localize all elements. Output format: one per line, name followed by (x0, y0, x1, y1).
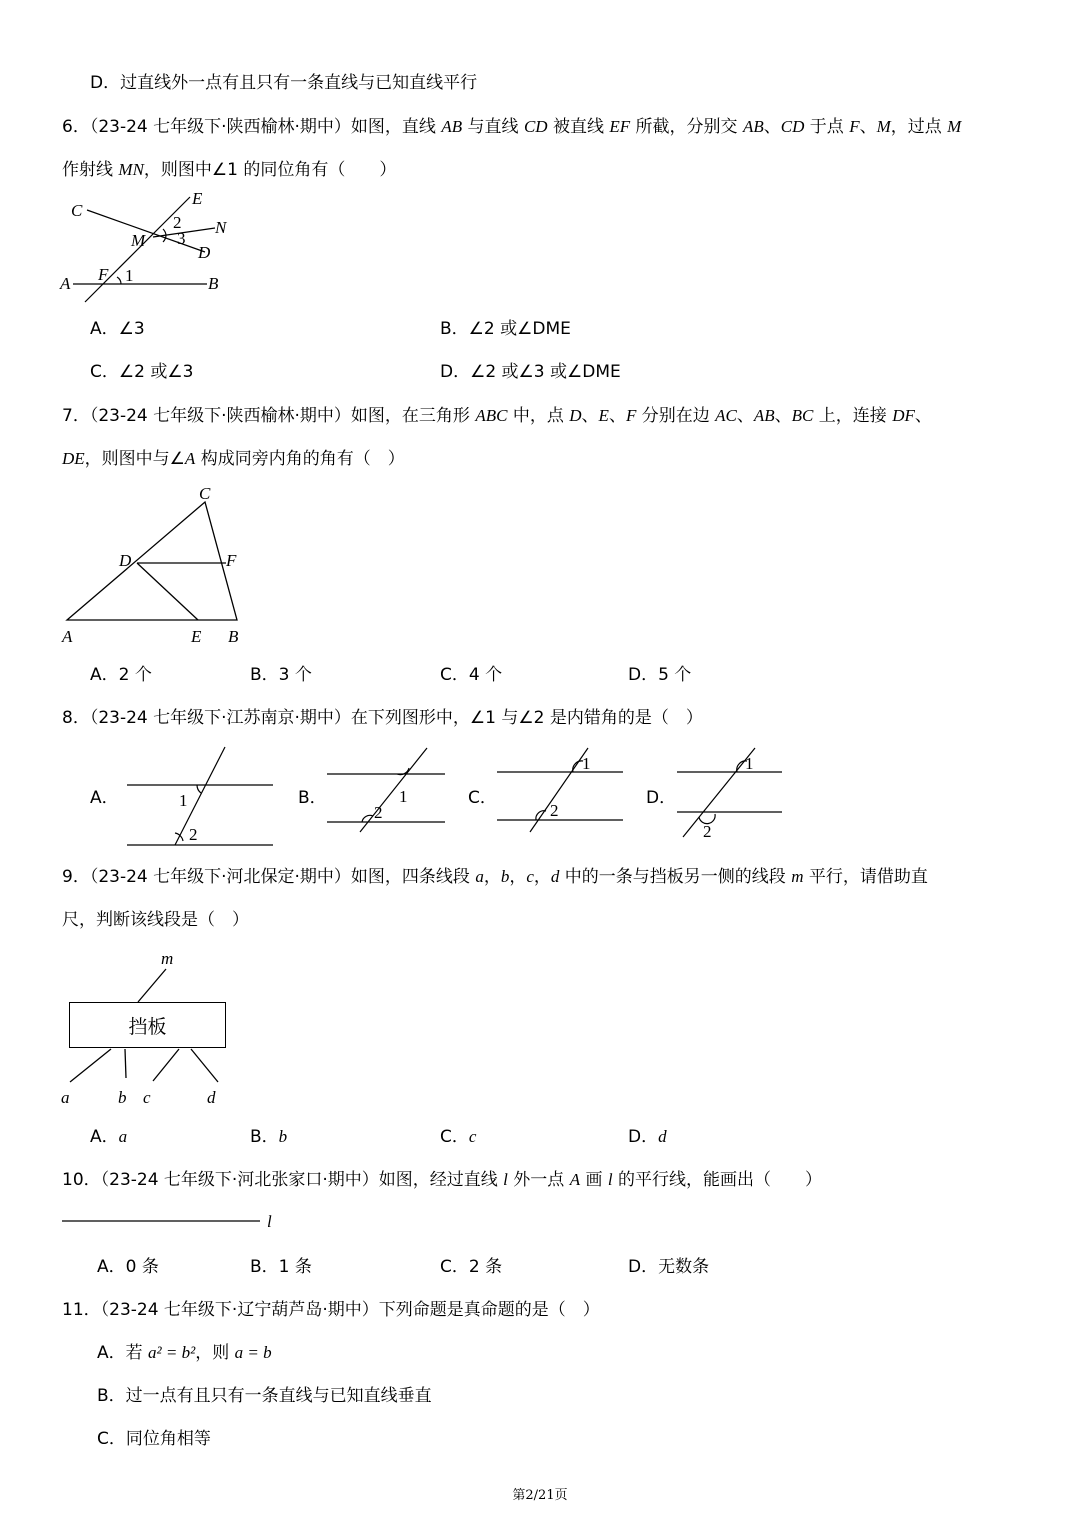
q9-stem-line1: 9．（23-24 七年级下·河北保定·期中）如图，四条线段 a，b，c，d 中的一条与挡板另一侧的线段 m 平行，请借助直 (62, 867, 928, 887)
q5-option-d: D．过直线外一点有且只有一条直线与已知直线平行 (90, 73, 478, 93)
q8-option-b[interactable]: B． (298, 788, 327, 808)
q10-figure (55, 1205, 285, 1235)
q6-angle-2: 2 (173, 213, 182, 232)
q7-label-c: C (199, 484, 211, 503)
q10-option-d[interactable]: D．无数条 (628, 1257, 710, 1277)
q7-label-e: E (191, 627, 202, 646)
q8-stem: 8．（23-24 七年级下·江苏南京·期中）在下列图形中，∠1 与∠2 是内错角的是（ ） (62, 708, 703, 728)
q10-option-b[interactable]: B．1 条 (250, 1257, 312, 1277)
q9-label-d: d (207, 1088, 216, 1107)
q8a-angle-1: 1 (179, 791, 188, 810)
q7-stem-line1: 7．（23-24 七年级下·陕西榆林·期中）如图，在三角形 ABC 中，点 D、E、F 分别在边 AC、AB、BC 上，连接 DF、 (62, 406, 932, 426)
q6-stem-line2: 作射线 MN，则图中∠1 的同位角有（ ） (62, 160, 397, 180)
q9-label-c: c (143, 1088, 151, 1107)
q9-option-b[interactable]: B．b (250, 1127, 288, 1147)
q7-label-a: A (62, 627, 73, 646)
q8-figure-a (125, 745, 280, 850)
q6-option-c[interactable]: C．∠2 或∠3 (90, 362, 194, 382)
q9-board: 挡板 (69, 1002, 226, 1048)
q7-label-b: B (228, 627, 239, 646)
q6-angle-1: 1 (125, 266, 134, 285)
q7-option-a[interactable]: A．2 个 (90, 665, 152, 685)
q9-option-a[interactable]: A．a (90, 1127, 128, 1147)
q7-label-f: F (226, 551, 237, 570)
q7-stem-line2: DE，则图中与∠A 构成同旁内角的角有（ ） (62, 449, 405, 469)
q9-label-m: m (161, 949, 174, 968)
q8-option-c[interactable]: C． (468, 788, 497, 808)
q6-label-c: C (71, 201, 83, 220)
q7-option-d[interactable]: D．5 个 (628, 665, 692, 685)
q7-label-d: D (119, 551, 132, 570)
q6-label-n: N (215, 218, 227, 237)
q6-stem-line1: 6．（23-24 七年级下·陕西榆林·期中）如图，直线 AB 与直线 CD 被直线 EF 所截，分别交 AB、CD 于点 F、M，过点 M (62, 117, 962, 137)
q6-label-e: E (192, 189, 203, 208)
q8-figure-b (325, 745, 450, 835)
q6-angle-3: 3 (177, 229, 186, 248)
q8d-angle-1: 1 (745, 754, 754, 773)
q6-option-b[interactable]: B．∠2 或∠DME (440, 319, 571, 339)
q8c-angle-2: 2 (550, 801, 559, 820)
q10-label-l: l (267, 1212, 272, 1231)
q7-figure (55, 480, 255, 650)
q10-stem: 10．（23-24 七年级下·河北张家口·期中）如图，经过直线 l 外一点 A 画 l 的平行线，能画出（ ） (62, 1170, 823, 1190)
q6-label-f: F (98, 265, 109, 284)
q11-option-c[interactable]: C．同位角相等 (97, 1429, 211, 1449)
q8b-angle-1: 1 (399, 787, 408, 806)
q7-option-b[interactable]: B．3 个 (250, 665, 312, 685)
q10-option-c[interactable]: C．2 条 (440, 1257, 503, 1277)
q8-option-a[interactable]: A． (90, 788, 119, 808)
q6-figure (55, 185, 255, 310)
q6-label-d: D (198, 243, 211, 262)
q9-option-d[interactable]: D．d (628, 1127, 667, 1147)
q8b-angle-2: 2 (374, 803, 383, 822)
q8d-angle-2: 2 (703, 822, 712, 840)
q11-option-b[interactable]: B．过一点有且只有一条直线与已知直线垂直 (97, 1386, 432, 1406)
q11-option-a[interactable]: A．若 a² = b²，则 a = b (97, 1343, 272, 1363)
q10-option-a[interactable]: A．0 条 (97, 1257, 159, 1277)
q9-label-b: b (118, 1088, 127, 1107)
page-number: 第2/21页 (512, 1488, 568, 1503)
q6-option-a[interactable]: A．∠3 (90, 319, 145, 339)
q6-label-b: B (208, 274, 219, 293)
q9-option-c[interactable]: C．c (440, 1127, 477, 1147)
q8c-angle-1: 1 (582, 754, 591, 773)
q7-option-c[interactable]: C．4 个 (440, 665, 503, 685)
q6-label-m: M (131, 231, 146, 250)
q9-stem-line2: 尺，判断该线段是（ ） (62, 910, 249, 930)
q9-label-a: a (61, 1088, 70, 1107)
q6-label-a: A (60, 274, 71, 293)
q8-option-d[interactable]: D． (646, 788, 677, 808)
q8-figure-d (675, 745, 790, 840)
q8-figure-c (495, 745, 630, 835)
q11-stem: 11．（23-24 七年级下·辽宁葫芦岛·期中）下列命题是真命题的是（ ） (62, 1300, 600, 1320)
q8a-angle-2: 2 (189, 825, 198, 844)
q6-option-d[interactable]: D．∠2 或∠3 或∠DME (440, 362, 621, 382)
